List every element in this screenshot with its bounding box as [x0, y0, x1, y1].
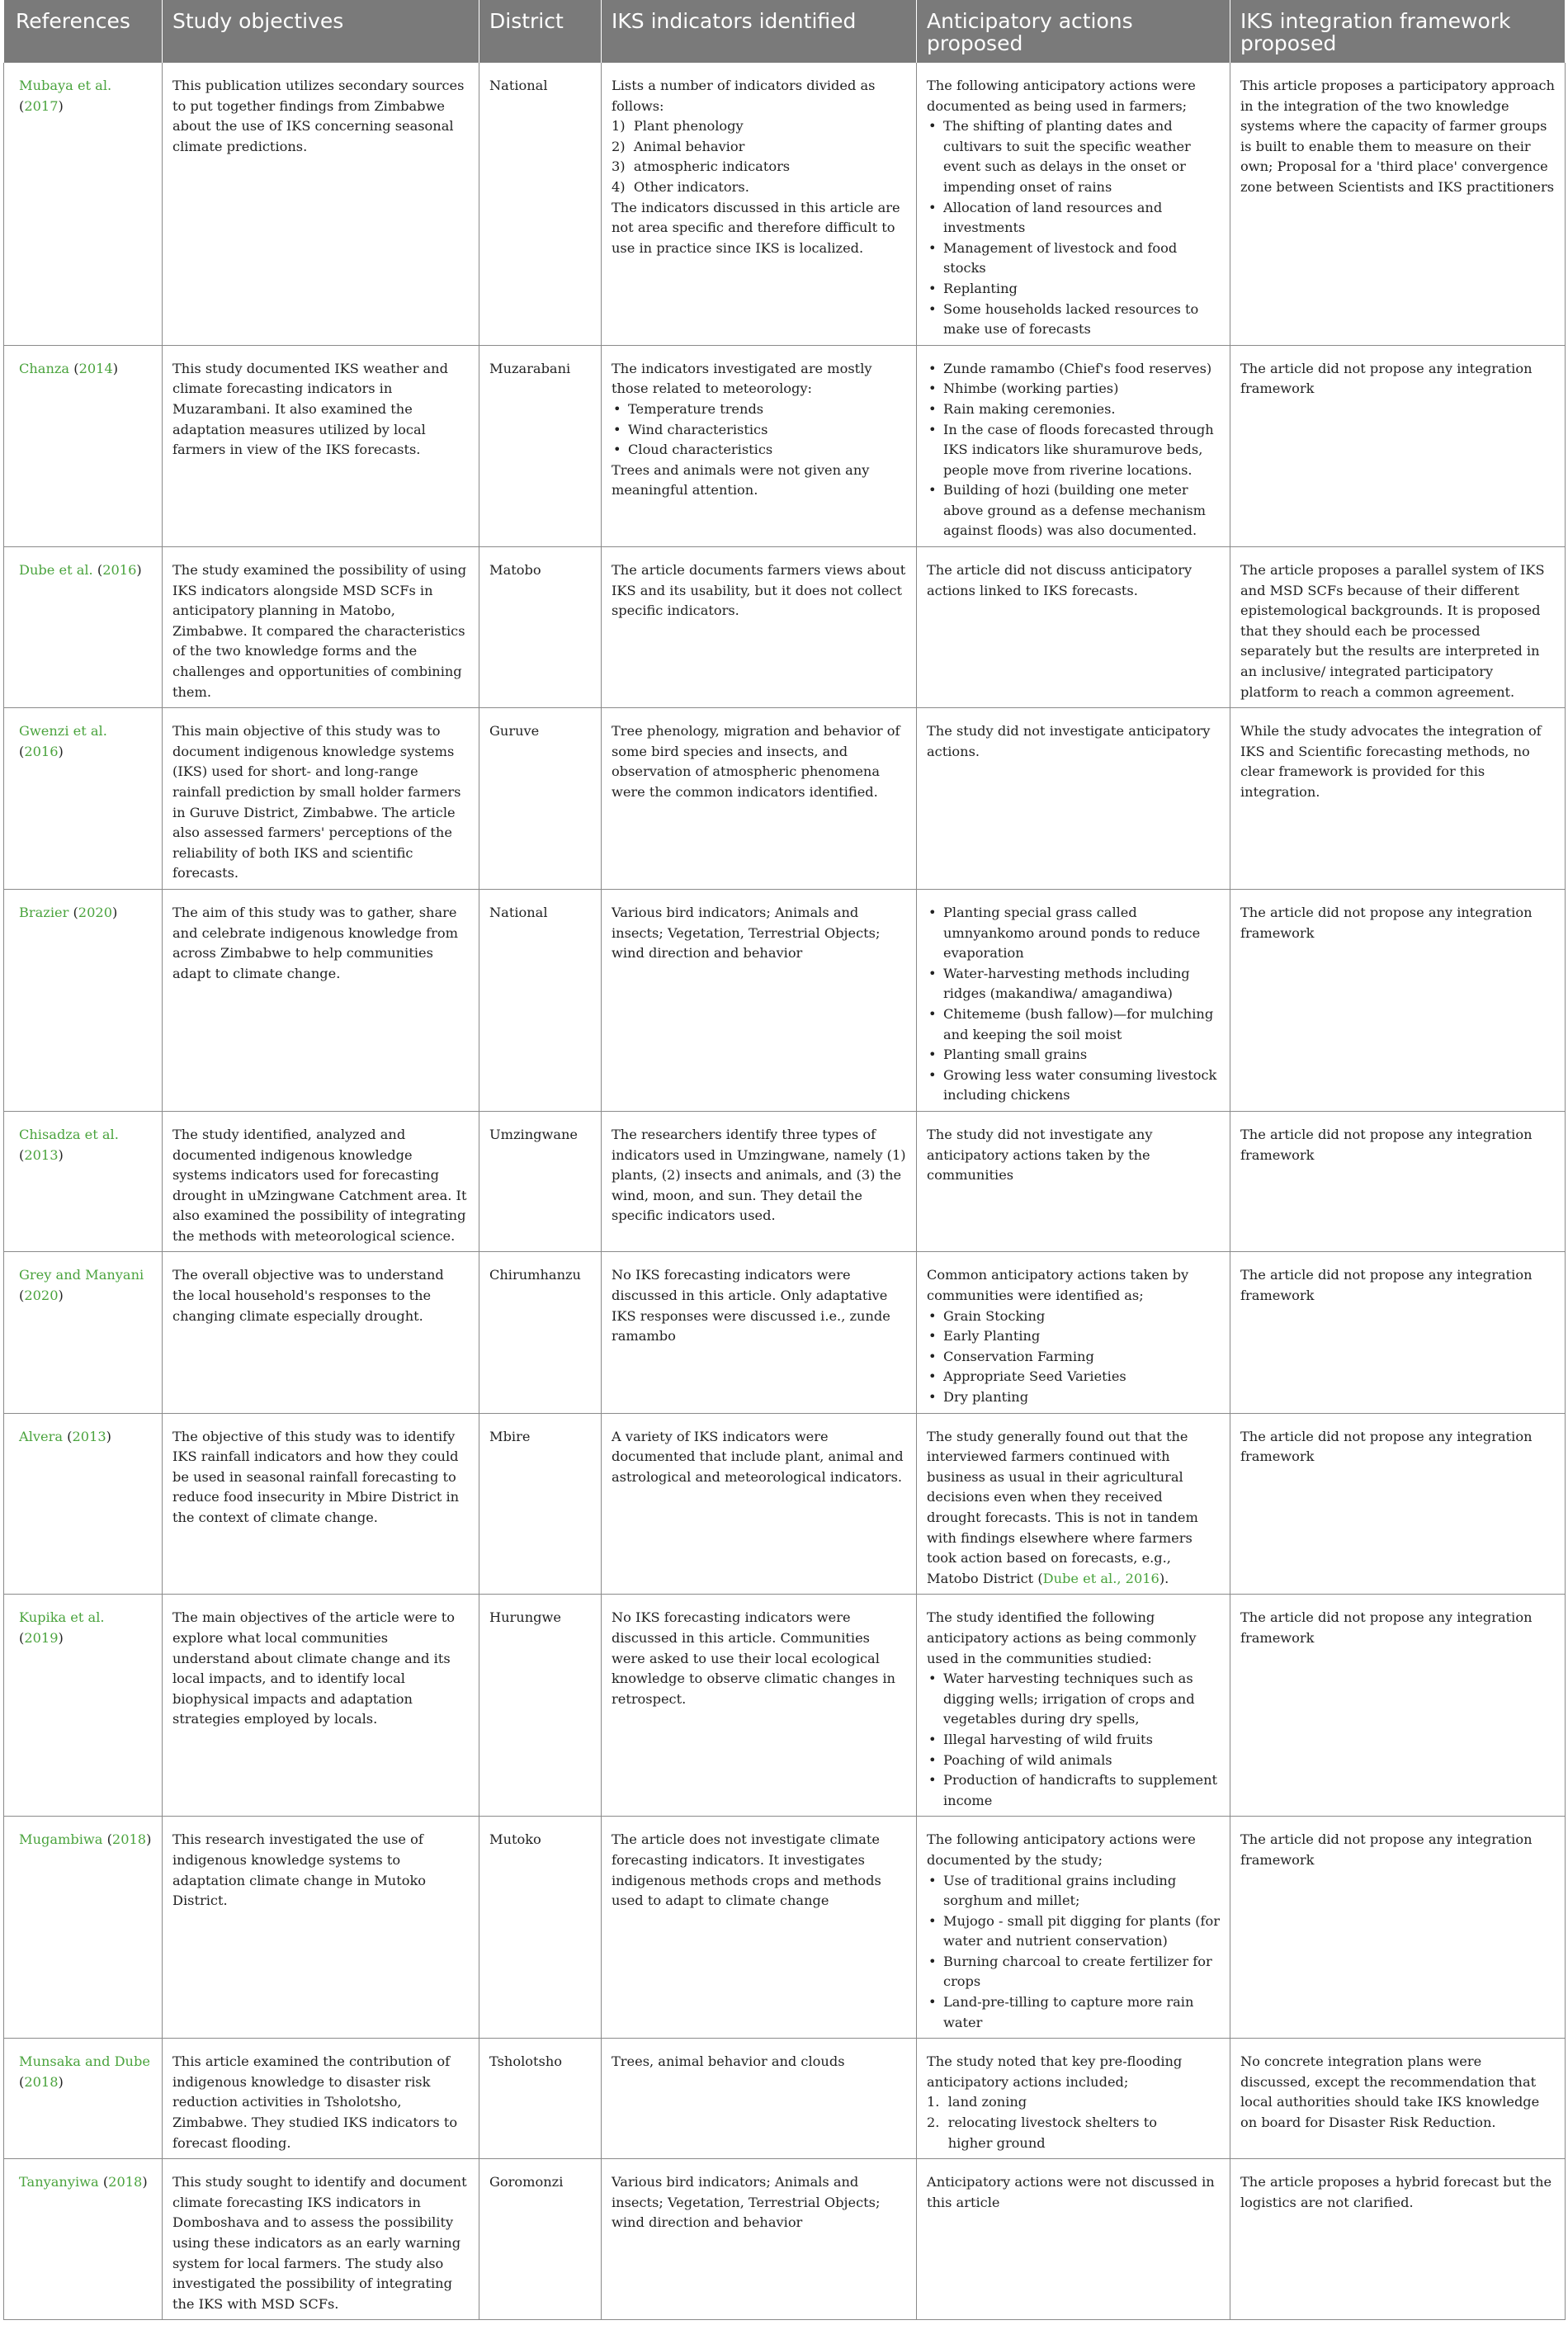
reference-year-link[interactable]: 2019: [24, 1629, 59, 1646]
reference-year: (2013): [67, 1428, 111, 1444]
header-integration-framework: IKS integration framework proposed: [1230, 0, 1566, 63]
cell-anticipatory-actions: [917, 889, 1230, 1111]
cell-district: National: [479, 63, 602, 345]
cell-district: Chirumhanzu: [479, 1252, 602, 1413]
cell-study-objective: This research investigated the use of indigenous knowledge systems to adaptation climate change in Mutoko District.: [163, 1817, 479, 2039]
actions-text: The article did not discuss anticipatory actions linked to IKS forecasts.: [927, 562, 1193, 598]
indicators-bullet-list: [612, 399, 906, 461]
table-row: [4, 1817, 1566, 2039]
actions-bullet-list: [927, 1871, 1220, 2034]
reference-year-link[interactable]: 2016: [24, 743, 59, 759]
header-iks-indicators: IKS indicators identified: [602, 0, 917, 63]
actions-numbered-list-item: higher ground: [927, 2134, 1046, 2151]
reference-year: (2020): [73, 904, 118, 920]
actions-bullet-list-item: • Mujogo - small pit digging for plants (for water and nutrient conservation): [927, 1912, 1220, 1952]
actions-numbered-list-item: 2. relocating livestock shelters to: [927, 2115, 1157, 2131]
actions-bullet-list-item: • Some households lacked resources to make use of forecasts: [927, 300, 1220, 340]
actions-bullet-list-item: • Illegal harvesting of wild fruits: [927, 1730, 1220, 1751]
cell-indicators: [602, 1817, 917, 2039]
cell-integration-framework: No concrete integration plans were discussed, except the recommendation that local authorities should take IKS knowledge on board for Disaster Risk Reduction.: [1230, 2039, 1566, 2159]
cell-anticipatory-actions: [917, 1252, 1230, 1413]
reference-year-link[interactable]: 2013: [72, 1428, 106, 1444]
actions-text: The following anticipatory actions were documented by the study;: [927, 1831, 1196, 1868]
table-row: [4, 1111, 1566, 1252]
cell-integration-framework: The article did not propose any integration framework: [1230, 889, 1566, 1111]
reference-year-link[interactable]: 2017: [24, 97, 59, 114]
table-row: [4, 345, 1566, 546]
actions-bullet-list: [927, 1307, 1220, 1408]
cell-integration-framework: The article did not propose any integration framework: [1230, 1595, 1566, 1817]
reference-year: (2013): [19, 1146, 64, 1163]
reference-author[interactable]: Chanza: [19, 360, 70, 376]
actions-bullet-list-item: • Water-harvesting methods including ridges (makandiwa/ amagandiwa): [927, 964, 1220, 1004]
reference-year-link[interactable]: 2013: [24, 1146, 59, 1163]
cell-reference: [4, 1111, 163, 1252]
cell-indicators: [602, 345, 917, 546]
actions-text: The study did not investigate anticipatory actions.: [927, 723, 1211, 759]
cell-anticipatory-actions: [917, 345, 1230, 546]
cell-study-objective: This publication utilizes secondary sources to put together findings from Zimbabwe about the use of IKS concerning seasonal climate predictions.: [163, 63, 479, 345]
cell-reference: [4, 1413, 163, 1595]
cell-reference: [4, 345, 163, 546]
indicators-numbered-list-item: 2) Animal behavior: [612, 138, 745, 154]
reference-year: (2018): [102, 2174, 148, 2190]
cell-anticipatory-actions: [917, 2159, 1230, 2320]
actions-bullet-list-item: • Water harvesting techniques such as digging wells; irrigation of crops and vegetables during dry spells,: [927, 1669, 1220, 1730]
reference-year: (2014): [73, 360, 119, 376]
indicators-text: Various bird indicators; Animals and insects; Vegetation, Terrestrial Objects; wind direction and behavior: [612, 904, 881, 962]
reference-author[interactable]: Mugambiwa: [19, 1831, 103, 1848]
cell-reference: [4, 1817, 163, 2039]
actions-bullet-list-item: • Appropriate Seed Varieties: [927, 1367, 1220, 1387]
actions-citation-link[interactable]: Dube et al., 2016: [1042, 1570, 1159, 1586]
cell-reference: [4, 547, 163, 708]
actions-bullet-list-item: • Early Planting: [927, 1326, 1220, 1347]
indicators-note: The indicators discussed in this article are not area specific and therefore difficult to use in practice since IKS is localized.: [612, 199, 900, 256]
cell-indicators: [602, 1413, 917, 1595]
cell-reference: [4, 63, 163, 345]
reference-author[interactable]: Tanyanyiwa: [19, 2174, 99, 2190]
cell-district: Umzingwane: [479, 1111, 602, 1252]
actions-bullet-list-item: • Planting small grains: [927, 1045, 1220, 1066]
indicators-text: Tree phenology, migration and behavior of some bird species and insects, and observation of atmospheric phenomena were the common indicators identified.: [612, 723, 900, 800]
literature-table: [3, 0, 1566, 2320]
cell-anticipatory-actions: [917, 708, 1230, 890]
indicators-text: Various bird indicators; Animals and insects; Vegetation, Terrestrial Objects; wind direction and behavior: [612, 2174, 881, 2231]
indicators-text: A variety of IKS indicators were documented that include plant, animal and astrological and meteorological indicators.: [612, 1428, 904, 1485]
table-row: [4, 1413, 1566, 1595]
cell-anticipatory-actions: [917, 1111, 1230, 1252]
header-anticipatory-actions: Anticipatory actions proposed: [917, 0, 1230, 63]
indicators-text: The indicators investigated are mostly those related to meteorology:: [612, 360, 872, 397]
reference-year-link[interactable]: 2014: [78, 360, 113, 376]
actions-text: The study did not investigate any anticipatory actions taken by the communities: [927, 1126, 1153, 1184]
cell-anticipatory-actions: [917, 63, 1230, 345]
indicators-text: The researchers identify three types of indicators used in Umzingwane, namely (1) plants, (2) insects and animals, and (3) the wind, moon, and sun. They detail the specific indicators used.: [612, 1126, 906, 1224]
table-body: [4, 63, 1566, 2320]
actions-bullet-list-item: • Growing less water consuming livestock including chickens: [927, 1066, 1220, 1106]
cell-integration-framework: The article did not propose any integration framework: [1230, 1413, 1566, 1595]
cell-study-objective: The objective of this study was to identify IKS rainfall indicators and how they could be used in seasonal rainfall forecasting to reduce food insecurity in Mbire District in the context of climate change.: [163, 1413, 479, 1595]
indicators-note: Trees and animals were not given any meaningful attention.: [612, 461, 870, 499]
table-row: [4, 63, 1566, 345]
cell-indicators: [602, 63, 917, 345]
cell-anticipatory-actions: [917, 1817, 1230, 2039]
actions-bullet-list-item: • Building of hozi (building one meter above ground as a defense mechanism against floods) was also documented.: [927, 480, 1220, 541]
cell-district: Goromonzi: [479, 2159, 602, 2320]
cell-reference: [4, 2039, 163, 2159]
reference-year: (2016): [19, 743, 64, 759]
reference-year: (2019): [19, 1629, 64, 1646]
cell-integration-framework: The article did not propose any integration framework: [1230, 345, 1566, 546]
indicators-text: No IKS forecasting indicators were discussed in this article. Only adaptative IKS responses were discussed i.e., zunde ramambo: [612, 1267, 890, 1344]
indicators-text: No IKS forecasting indicators were discussed in this article. Communities were asked to use their local ecological knowledge to observe climatic changes in retrospect.: [612, 1609, 895, 1707]
actions-text: The study noted that key pre-flooding anticipatory actions included;: [927, 2053, 1183, 2090]
cell-integration-framework: The article did not propose any integration framework: [1230, 1111, 1566, 1252]
actions-bullet-list-item: • Chitememe (bush fallow)—for mulching and keeping the soil moist: [927, 1004, 1220, 1045]
cell-integration-framework: The article did not propose any integration framework: [1230, 1817, 1566, 2039]
table-row: [4, 2159, 1566, 2320]
header-study-objectives: Study objectives: [163, 0, 479, 63]
cell-district: Muzarabani: [479, 345, 602, 546]
cell-indicators: [602, 708, 917, 890]
reference-author[interactable]: Mubaya et al.: [19, 78, 112, 93]
actions-numbered-list: [927, 2092, 1220, 2153]
table-row: [4, 1595, 1566, 1817]
actions-numbered-list-item: 1. land zoning: [927, 2094, 1027, 2110]
actions-bullet-list-item: • Conservation Farming: [927, 1347, 1220, 1368]
reference-author[interactable]: Alvera: [19, 1428, 63, 1444]
reference-year-link[interactable]: 2016: [102, 562, 137, 579]
cell-study-objective: This article examined the contribution of indigenous knowledge to disaster risk reduction activities in Tsholotsho, Zimbabwe. They studied IKS indicators to forecast flooding.: [163, 2039, 479, 2159]
header-references: References: [4, 0, 163, 63]
actions-bullet-list-item: • Production of handicrafts to supplement income: [927, 1770, 1220, 1811]
actions-bullet-list-item: • Grain Stocking: [927, 1307, 1220, 1327]
reference-author[interactable]: Chisadza et al.: [19, 1126, 119, 1142]
actions-text: Common anticipatory actions taken by communities were identified as;: [927, 1267, 1189, 1304]
actions-bullet-list-item: • Nhimbe (working parties): [927, 379, 1220, 399]
cell-indicators: [602, 2159, 917, 2320]
indicators-numbered-list-item: 4) Other indicators.: [612, 178, 749, 195]
cell-district: Tsholotsho: [479, 2039, 602, 2159]
cell-study-objective: The study examined the possibility of using IKS indicators alongside MSD SCFs in anticipatory planning in Matobo, Zimbabwe. It compared the characteristics of the two knowledge forms and the challenges and opportunities of combining them.: [163, 547, 479, 708]
actions-bullet-list-item: • In the case of floods forecasted through IKS indicators like shuramurove beds, people move from riverine locations.: [927, 420, 1220, 481]
cell-indicators: [602, 547, 917, 708]
actions-bullet-list-item: • Rain making ceremonies.: [927, 399, 1220, 420]
cell-anticipatory-actions: [917, 1595, 1230, 1817]
actions-bullet-list: [927, 903, 1220, 1106]
reference-author[interactable]: Kupika et al.: [19, 1609, 105, 1626]
cell-study-objective: The aim of this study was to gather, share and celebrate indigenous knowledge from across Zimbabwe to help communities adapt to climate change.: [163, 889, 479, 1111]
cell-indicators: [602, 1595, 917, 1817]
actions-text: The following anticipatory actions were documented as being used in farmers;: [927, 78, 1196, 114]
reference-year-link[interactable]: 2020: [78, 904, 112, 920]
cell-study-objective: This main objective of this study was to document indigenous knowledge systems (IKS) used for short- and long-range rainfall prediction by small holder farmers in Guruve District, Zimbabwe. The article also assessed farmers' perceptions of the reliability of both IKS and scientific forecasts.: [163, 708, 479, 890]
cell-indicators: [602, 1252, 917, 1413]
cell-study-objective: This study sought to identify and document climate forecasting IKS indicators in Domboshava and to assess the possibility using these indicators as an early warning system for local farmers. The study also investigated the possibility of integrating the IKS with MSD SCFs.: [163, 2159, 479, 2320]
header-row: [4, 0, 1566, 63]
cell-district: Guruve: [479, 708, 602, 890]
indicators-text: Trees, animal behavior and clouds: [612, 2053, 845, 2070]
actions-bullet-list-item: • Land-pre-tilling to capture more rain water: [927, 1992, 1220, 2033]
cell-reference: [4, 708, 163, 890]
table-row: [4, 889, 1566, 1111]
indicators-numbered-list-item: 1) Plant phenology: [612, 118, 744, 135]
reference-author[interactable]: Dube et al.: [19, 562, 93, 579]
cell-district: Mbire: [479, 1413, 602, 1595]
reference-year: (2020): [19, 1288, 64, 1304]
cell-anticipatory-actions: [917, 547, 1230, 708]
reference-year-link[interactable]: 2018: [111, 1831, 147, 1848]
actions-bullet-list-item: • Burning charcoal to create fertilizer for crops: [927, 1952, 1220, 1992]
indicators-text: The article does not investigate climate forecasting indicators. It investigates indigenous methods crops and methods used to adapt to climate change: [612, 1831, 881, 1909]
cell-anticipatory-actions: [917, 1413, 1230, 1595]
cell-study-objective: The overall objective was to understand the local household's responses to the changing climate especially drought.: [163, 1252, 479, 1413]
actions-bullet-list-item: • Poaching of wild animals: [927, 1751, 1220, 1771]
cell-district: Hurungwe: [479, 1595, 602, 1817]
cell-reference: [4, 2159, 163, 2320]
table-header: [4, 0, 1566, 63]
actions-text: The study generally found out that the interviewed farmers continued with business as usual in their agricultural decisions even when they received drought forecasts. This is not in tandem with findings elsewhere where farmers took action based on forecasts, e.g., Matobo District (: [927, 1428, 1198, 1586]
reference-year-link[interactable]: 2020: [24, 1288, 59, 1304]
cell-district: Mutoko: [479, 1817, 602, 2039]
table-row: [4, 547, 1566, 708]
reference-year: (2017): [19, 97, 64, 114]
cell-district: Matobo: [479, 547, 602, 708]
cell-study-objective: The main objectives of the article were to explore what local communities understand about climate change and its local impacts, and to identify local biophysical impacts and adaptation strategies employed by locals.: [163, 1595, 479, 1817]
actions-bullet-list-item: • Use of traditional grains including sorghum and millet;: [927, 1871, 1220, 1912]
cell-district: National: [479, 889, 602, 1111]
cell-reference: [4, 1252, 163, 1413]
indicators-bullet-list-item: • Cloud characteristics: [612, 440, 906, 461]
actions-bullet-list: [927, 359, 1220, 541]
cell-indicators: [602, 889, 917, 1111]
actions-bullet-list: [927, 1669, 1220, 1811]
reference-year: (2016): [97, 562, 142, 579]
reference-year: (2018): [19, 2073, 64, 2090]
indicators-numbered-list-item: 3) atmospheric indicators: [612, 158, 791, 175]
indicators-numbered-list: [612, 116, 906, 197]
cell-integration-framework: While the study advocates the integration of IKS and Scientific forecasting methods, no clear framework is provided for this integration.: [1230, 708, 1566, 890]
cell-integration-framework: The article did not propose any integration framework: [1230, 1252, 1566, 1413]
reference-author[interactable]: Munsaka and Dube: [19, 2053, 150, 2070]
indicators-bullet-list-item: • Temperature trends: [612, 399, 906, 420]
reference-year: (2018): [106, 1831, 152, 1848]
cell-integration-framework: The article proposes a parallel system of IKS and MSD SCFs because of their different epistemological backgrounds. It is proposed that they should each be processed separately but the results are interpreted in an inclusive/ integrated participatory platform to reach a common agreement.: [1230, 547, 1566, 708]
indicators-text: Lists a number of indicators divided as follows:: [612, 78, 876, 114]
cell-reference: [4, 1595, 163, 1817]
cell-study-objective: The study identified, analyzed and documented indigenous knowledge systems indicators used for forecasting drought in uMzingwane Catchment area. It also examined the possibility of integrating the methods with meteorological science.: [163, 1111, 479, 1252]
reference-author[interactable]: Gwenzi et al.: [19, 723, 107, 740]
cell-indicators: [602, 1111, 917, 1252]
actions-text: The study identified the following anticipatory actions as being commonly used in the communities studied:: [927, 1609, 1197, 1666]
actions-bullet-list: [927, 116, 1220, 340]
actions-text: Anticipatory actions were not discussed in this article: [927, 2174, 1215, 2210]
cell-integration-framework: The article proposes a hybrid forecast but the logistics are not clarified.: [1230, 2159, 1566, 2320]
reference-year-link[interactable]: 2018: [24, 2073, 59, 2090]
indicators-text: The article documents farmers views about IKS and its usability, but it does not collect specific indicators.: [612, 562, 906, 619]
actions-bullet-list-item: • Planting special grass called umnyankomo around ponds to reduce evaporation: [927, 903, 1220, 964]
table-row: [4, 2039, 1566, 2159]
table-row: [4, 1252, 1566, 1413]
cell-study-objective: This study documented IKS weather and climate forecasting indicators in Muzarambani. It also examined the adaptation measures utilized by local farmers in view of the IKS forecasts.: [163, 345, 479, 546]
reference-author[interactable]: Grey and Manyani: [19, 1267, 144, 1283]
cell-reference: [4, 889, 163, 1111]
actions-bullet-list-item: • The shifting of planting dates and cultivars to suit the specific weather event such as delays in the onset or impending onset of rains: [927, 116, 1220, 197]
actions-citation-close: ).: [1159, 1570, 1169, 1586]
actions-bullet-list-item: • Management of livestock and food stocks: [927, 239, 1220, 279]
reference-author[interactable]: Brazier: [19, 904, 69, 920]
cell-integration-framework: This article proposes a participatory approach in the integration of the two knowledge systems where the capacity of farmer groups is built to enable them to measure on their own; Proposal for a 'third place' convergence zone between Scientists and IKS practitioners: [1230, 63, 1566, 345]
header-district: District: [479, 0, 602, 63]
actions-bullet-list-item: • Replanting: [927, 279, 1220, 300]
actions-bullet-list-item: • Dry planting: [927, 1387, 1220, 1408]
actions-bullet-list-item: • Zunde ramambo (Chief's food reserves): [927, 359, 1220, 380]
cell-anticipatory-actions: [917, 2039, 1230, 2159]
actions-bullet-list-item: • Allocation of land resources and investments: [927, 198, 1220, 239]
indicators-bullet-list-item: • Wind characteristics: [612, 420, 906, 441]
table-row: [4, 708, 1566, 890]
cell-indicators: [602, 2039, 917, 2159]
reference-year-link[interactable]: 2018: [108, 2174, 143, 2190]
